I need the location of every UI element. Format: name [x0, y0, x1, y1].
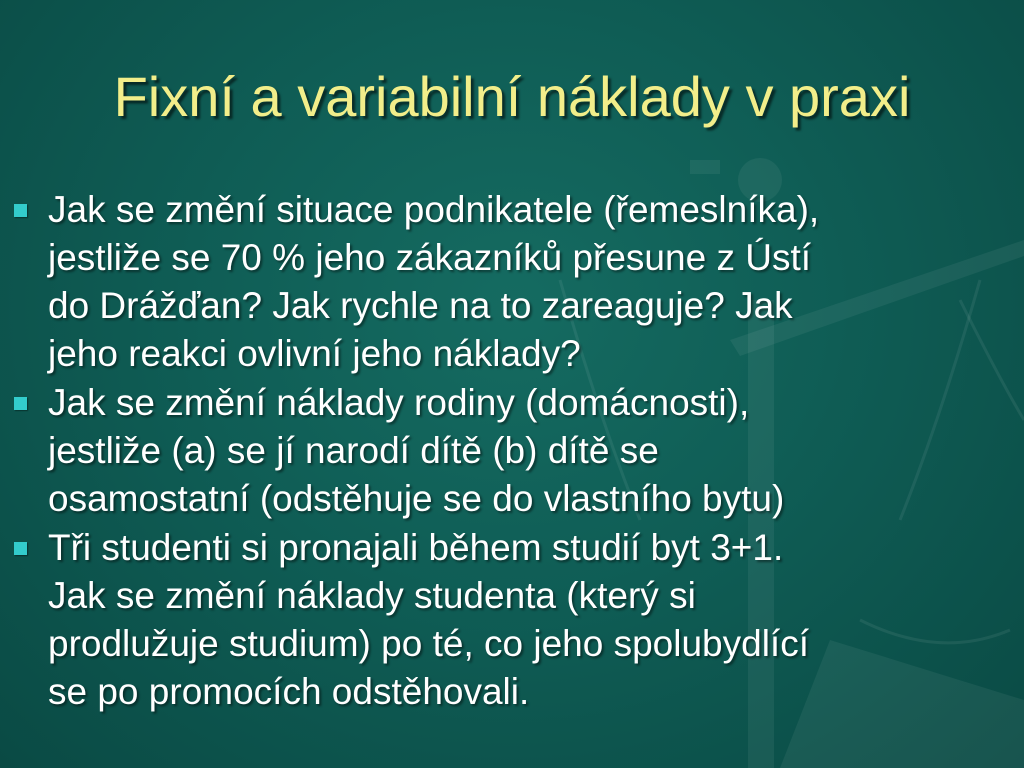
- bullet-line: jeho reakci ovlivní jeho náklady?: [48, 333, 581, 374]
- bullet-line: Jak se změní náklady rodiny (domácnosti),: [48, 382, 750, 423]
- bullet-line: Jak se změní náklady studenta (který si: [48, 575, 696, 616]
- bullet-item: [12, 379, 1012, 523]
- bullet-line: osamostatní (odstěhuje se do vlastního bytu): [48, 478, 785, 519]
- bullet-line: jestliže (a) se jí narodí dítě (b) dítě se: [48, 430, 659, 471]
- bullet-list: [12, 186, 1012, 717]
- bullet-line: Tři studenti si pronajali během studií byt 3+1.: [48, 527, 784, 568]
- bullet-item: [12, 524, 1012, 716]
- square-bullet-icon: [14, 397, 27, 410]
- bullet-item: [12, 186, 1012, 378]
- bullet-line: jestliže se 70 % jeho zákazníků přesune z Ústí: [48, 237, 811, 278]
- square-bullet-icon: [14, 204, 27, 217]
- bullet-line: Jak se změní situace podnikatele (řemeslníka),: [48, 189, 820, 230]
- bullet-line: do Drážďan? Jak rychle na to zareaguje? Jak: [48, 285, 793, 326]
- bullet-line: se po promocích odstěhovali.: [48, 671, 530, 712]
- square-bullet-icon: [14, 542, 27, 555]
- bullet-line: prodlužuje studium) po té, co jeho spolubydlící: [48, 623, 809, 664]
- slide-title: Fixní a variabilní náklady v praxi: [113, 65, 911, 128]
